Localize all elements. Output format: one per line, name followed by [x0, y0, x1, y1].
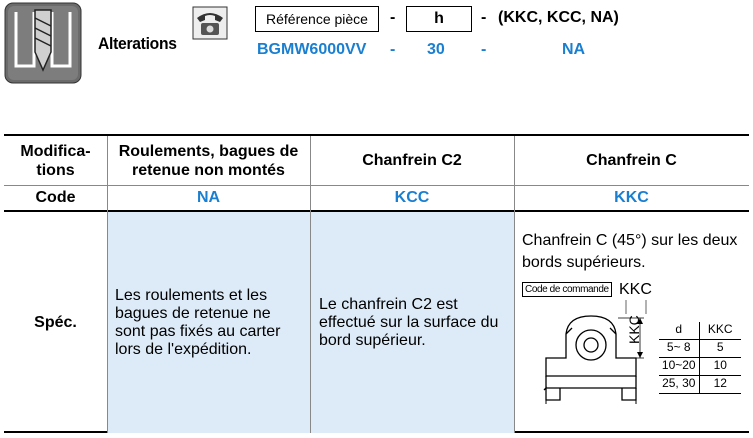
header-chamfer-c: Chanfrein C [586, 152, 677, 169]
phone-icon [192, 6, 228, 40]
example-part-number: BGMW6000VV [257, 41, 367, 58]
alterations-label: Alterations [98, 34, 177, 53]
code-row-label: Code [35, 189, 76, 206]
part-number-label: Référence pièce [255, 6, 379, 32]
dim-cell: 10 [713, 358, 727, 372]
h-label: h [406, 6, 472, 32]
dash-separator: - [390, 9, 396, 26]
example-alteration-code: NA [562, 41, 586, 58]
example-dash: - [390, 41, 396, 58]
header-chamfer-c2: Chanfrein C2 [362, 152, 462, 169]
code-kcc: KCC [394, 189, 430, 206]
alteration-options: (KKC, KCC, NA) [498, 9, 619, 26]
kkc-dimension-label: KKC [619, 281, 652, 298]
spec-row-label: Spéc. [34, 314, 77, 331]
spec-na-text: Les roulements et les bagues de retenue ne sont pas fixés au carter lors de l'expédition. [115, 286, 281, 358]
dim-header-kkc: KKC [707, 322, 733, 336]
code-kkc: KKC [614, 189, 649, 206]
pillow-block-drawing [536, 300, 661, 410]
spec-kcc-text: Le chanfrein C2 est effectué sur la surface du bord supérieur. [319, 295, 499, 349]
spec-kkc-text: Chanfrein C (45°) sur les deux bords supérieurs. [522, 232, 738, 271]
dim-header-d: d [659, 322, 700, 339]
dim-cell: 10~20 [659, 358, 700, 375]
dim-cell: 25, 30 [659, 376, 700, 393]
example-h-value: 30 [427, 41, 445, 58]
dash-separator: - [481, 9, 487, 26]
dim-cell: 5~ 8 [659, 340, 700, 357]
example-dash: - [481, 41, 487, 58]
header-no-bearings: Roulements, bagues de retenue non montés [118, 142, 299, 179]
dim-cell: 12 [713, 376, 727, 390]
header-modifications: Modifica-tions [20, 142, 91, 179]
dimension-table [659, 322, 741, 394]
order-code-label: Code de commande [522, 282, 612, 297]
kkc-dimension-vertical-label: KKC [626, 315, 642, 344]
drill-icon [4, 2, 82, 84]
dim-cell: 5 [716, 340, 724, 354]
code-na: NA [196, 189, 221, 206]
alterations-table [4, 134, 749, 433]
